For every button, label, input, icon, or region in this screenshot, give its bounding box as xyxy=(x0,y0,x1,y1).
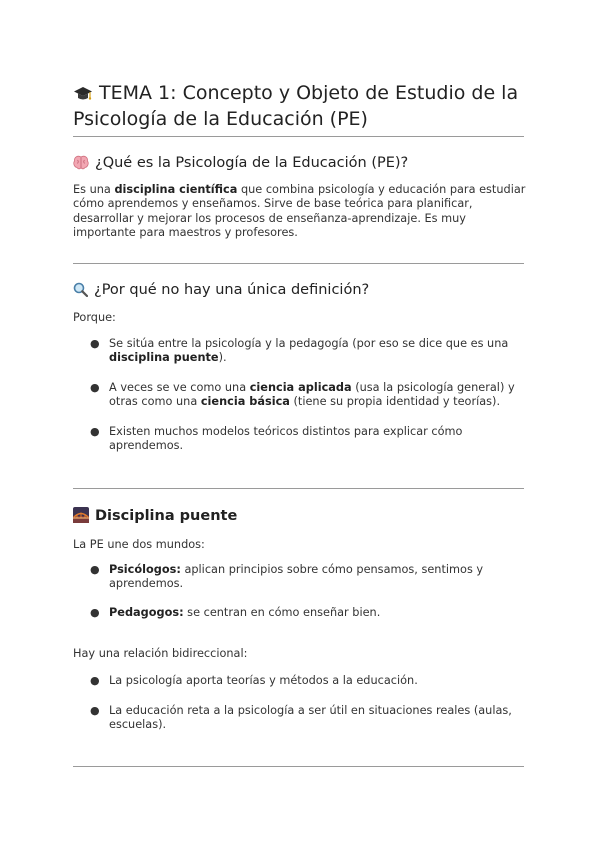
bold-term: disciplina científica xyxy=(114,183,238,196)
bold-term: ciencia aplicada xyxy=(249,381,352,394)
bullet: ● xyxy=(90,674,100,687)
bullet: ● xyxy=(90,563,100,576)
page-title xyxy=(73,82,533,131)
list-item-text: La psicología aporta teorías y métodos a la educación. xyxy=(109,674,418,687)
bullet: ● xyxy=(90,425,100,438)
title-text: TEMA 1: Concepto y Objeto de Estudio de la Psicología de la Educación (PE) xyxy=(73,82,519,130)
list-item-text xyxy=(109,337,524,366)
bullet: ● xyxy=(90,704,100,717)
divider xyxy=(73,136,524,137)
paragraph-bidirectional: Hay una relación bidireccional: xyxy=(73,647,248,660)
divider xyxy=(73,488,524,489)
magnifier-icon xyxy=(73,282,88,302)
bridge-icon xyxy=(73,507,89,528)
bold-term: Pedagogos: xyxy=(109,606,184,619)
list-item-text xyxy=(109,381,524,410)
divider xyxy=(73,766,524,767)
text-run: ). xyxy=(218,351,227,365)
section-heading-what-is-pe xyxy=(73,154,408,175)
bold-term: ciencia básica xyxy=(200,395,290,409)
text-run: (tiene su propia identidad y teorías). xyxy=(289,395,501,409)
section-heading-text: ¿Qué es la Psicología de la Educación (PE)? xyxy=(95,155,409,171)
bullet: ● xyxy=(90,337,100,350)
section-heading-why-no-definition xyxy=(73,281,369,302)
section-heading-text: ¿Por qué no hay una única definición? xyxy=(94,282,370,298)
text-run: Se sitúa entre la psicología y la pedagogía (por eso se dice que es una xyxy=(109,337,509,350)
section-heading-bridge-discipline xyxy=(73,507,237,528)
bold-term: disciplina puente xyxy=(109,351,219,365)
paragraph-intro: La PE une dos mundos: xyxy=(73,538,205,551)
list-item-text xyxy=(109,563,524,592)
bold-term: Psicólogos: xyxy=(109,563,181,576)
text-run: se centran en cómo enseñar bien. xyxy=(183,606,381,619)
list-item-text xyxy=(109,606,524,620)
brain-icon xyxy=(73,155,89,175)
list-item-text: La educación reta a la psicología a ser útil en situaciones reales (aulas, escuelas). xyxy=(109,704,512,732)
graduation-cap-icon xyxy=(73,85,93,108)
section-heading-text: Disciplina puente xyxy=(95,508,238,524)
text-run: A veces se ve como una xyxy=(109,381,250,394)
bullet: ● xyxy=(90,606,100,619)
text-run: (usa la psicología general) y otras como una xyxy=(109,381,515,409)
paragraph-definition xyxy=(73,183,528,240)
text-run: Es una xyxy=(73,183,115,196)
bullet: ● xyxy=(90,381,100,394)
divider xyxy=(73,263,524,264)
list-item-text: Existen muchos modelos teóricos distintos para explicar cómo aprendemos. xyxy=(109,425,463,453)
text-run: que combina psicología y educación para estudiar cómo aprendemos y enseñamos. Sirve de base teórica para planificar, desarrollar y mejorar los procesos de enseñanza-aprendizaje. Es muy importante para maestros y profesores. xyxy=(73,183,526,239)
paragraph-intro: Porque: xyxy=(73,311,116,324)
text-run: aplican principios sobre cómo pensamos, sentimos y aprendemos. xyxy=(109,563,484,591)
